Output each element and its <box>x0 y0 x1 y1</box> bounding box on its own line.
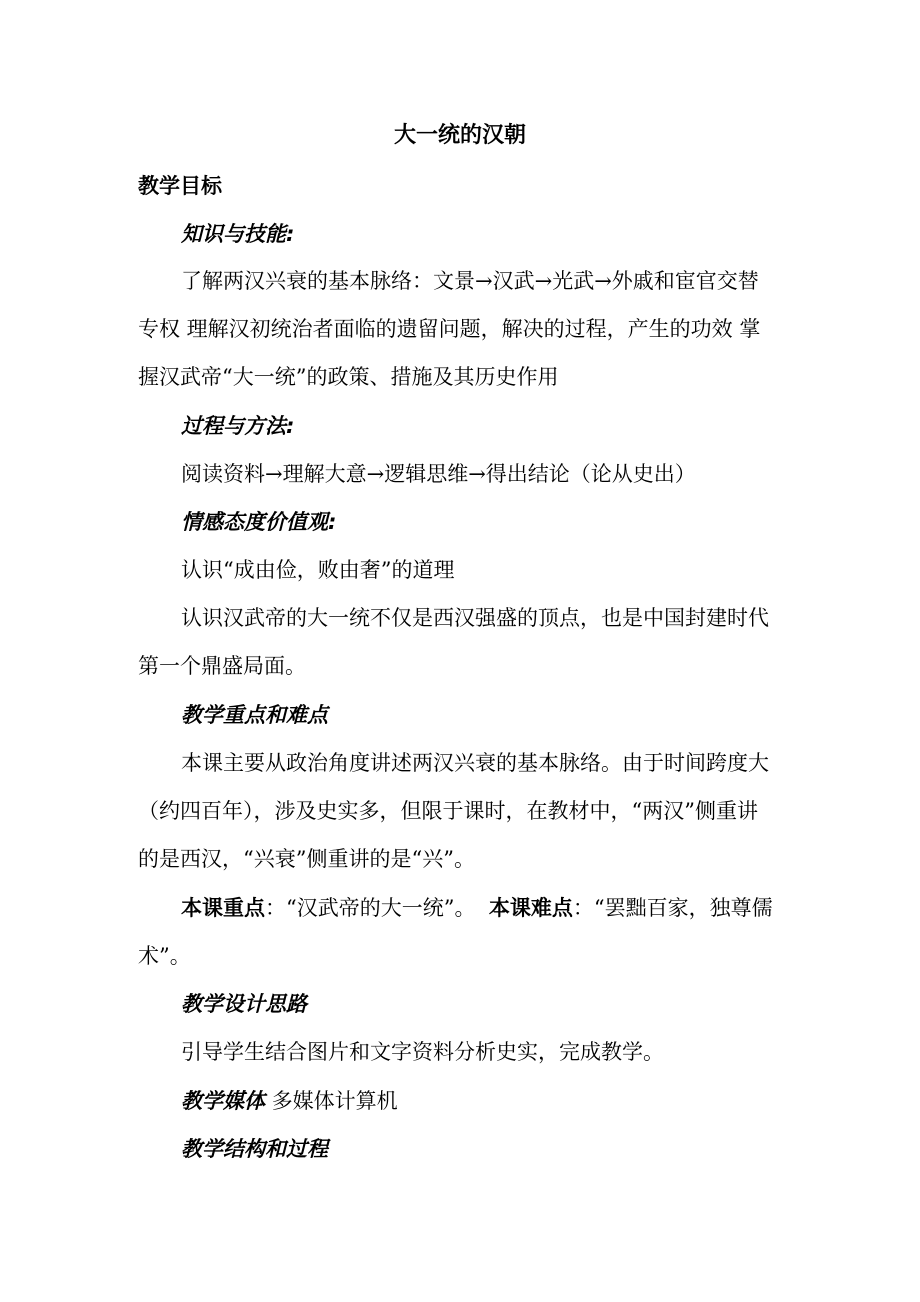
key-points-line-2: （约四百年），涉及史实多，但限于课时，在教材中，“两汉”侧重讲 <box>138 799 758 823</box>
emotion-line-1: 认识“成由俭，败由奢”的道理 <box>181 558 455 582</box>
focus-difficulty-line <box>181 893 841 923</box>
focus-label: 本课重点 <box>181 896 265 920</box>
subheading-process: 过程与方法: <box>181 414 295 438</box>
subheading-design: 教学设计思路 <box>181 992 307 1016</box>
emotion-line-3: 第一个鼎盛局面。 <box>138 654 306 678</box>
section-heading-objectives: 教学目标 <box>138 174 222 198</box>
knowledge-line-3: 握汉武帝“大一统”的政策、措施及其历史作用 <box>138 365 559 389</box>
difficulty-text: ：“罢黜百家，独尊儒 <box>572 896 773 920</box>
process-line-1: 阅读资料→理解大意→逻辑思维→得出结论（论从史出） <box>181 462 696 486</box>
subheading-structure: 教学结构和过程 <box>181 1137 328 1161</box>
key-points-line-3: 的是西汉，“兴衰”侧重讲的是“兴”。 <box>138 847 475 871</box>
knowledge-line-2: 专权 理解汉初统治者面临的遗留问题，解决的过程，产生的功效 掌 <box>138 317 761 341</box>
media-text: 多媒体计算机 <box>265 1089 398 1113</box>
knowledge-line-1: 了解两汉兴衰的基本脉络：文景→汉武→光武→外戚和宦官交替 <box>181 269 759 293</box>
focus-text: ：“汉武帝的大一统”。 <box>265 896 476 920</box>
emotion-line-2: 认识汉武帝的大一统不仅是西汉强盛的顶点，也是中国封建时代 <box>181 606 769 630</box>
subheading-knowledge: 知识与技能: <box>181 222 295 246</box>
document-title: 大一统的汉朝 <box>393 123 526 148</box>
key-points-line-1: 本课主要从政治角度讲述两汉兴衰的基本脉络。由于时间跨度大 <box>181 751 769 775</box>
difficulty-label: 本课难点 <box>488 896 573 920</box>
media-line <box>181 1086 841 1116</box>
subheading-media: 教学媒体 <box>181 1089 265 1113</box>
subheading-emotion: 情感态度价值观: <box>181 510 337 534</box>
difficulty-continuation: 术”。 <box>138 944 191 968</box>
design-line-1: 引导学生结合图片和文字资料分析史实，完成教学。 <box>181 1040 664 1064</box>
subheading-key-points: 教学重点和难点 <box>181 703 328 727</box>
